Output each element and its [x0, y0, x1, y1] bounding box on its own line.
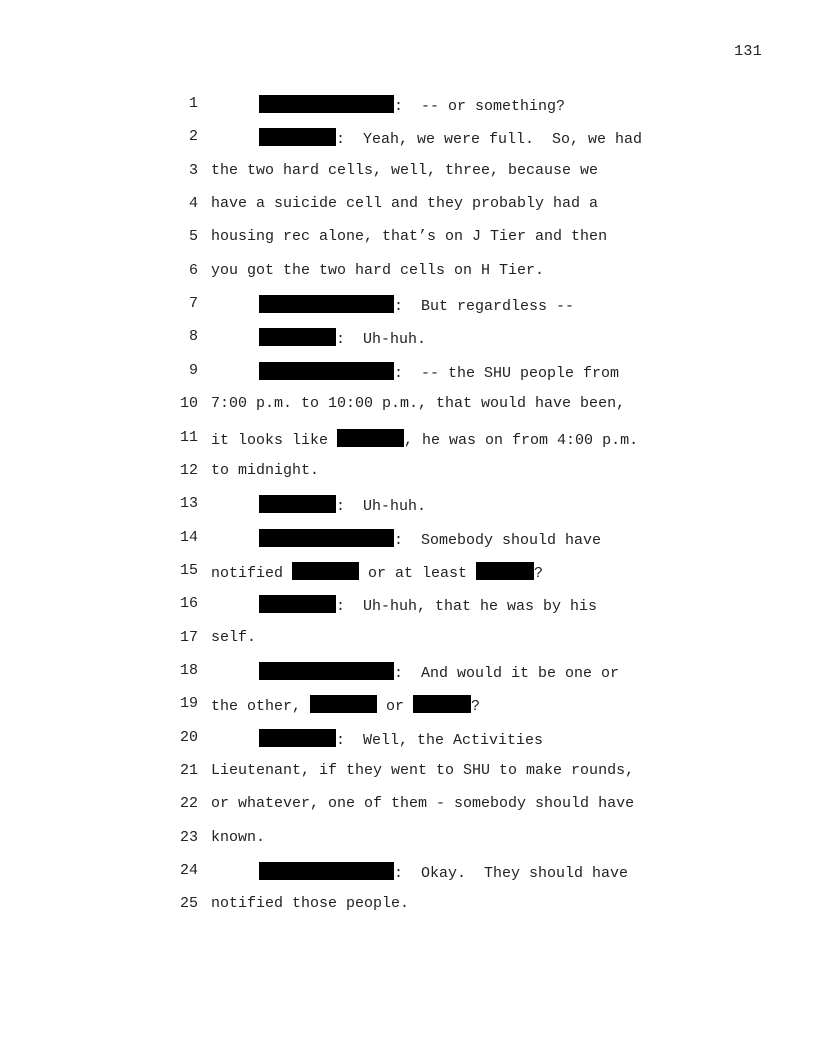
line-text [259, 662, 619, 683]
line-number: 1 [188, 95, 198, 112]
transcript-line [0, 587, 816, 620]
line-text [259, 495, 426, 516]
speech-text: : Uh-huh. [336, 498, 427, 516]
transcript-line [0, 787, 816, 820]
line-number: 11 [179, 428, 198, 446]
transcript-line [0, 721, 816, 754]
transcript-line [0, 387, 816, 420]
speech-text: , he was on from 4:00 p.m. [404, 431, 639, 449]
speech-text: : Well, the Activities [336, 731, 544, 749]
redaction-bar [310, 695, 377, 713]
speech-text: notified [211, 564, 293, 582]
transcript-line [0, 454, 816, 487]
line-number: 13 [179, 495, 198, 513]
line-text: known. [211, 828, 266, 846]
speech-text: : Somebody should have [394, 531, 602, 549]
line-number: 2 [188, 128, 198, 146]
line-text: or whatever, one of them - somebody should have [211, 795, 635, 813]
line-text: self. [211, 628, 257, 646]
transcript-line [0, 687, 816, 720]
transcript-line [0, 887, 816, 920]
line-text: the two hard cells, well, three, because we [211, 161, 599, 179]
speech-text: it looks like [211, 431, 338, 449]
speech-text: : And would it be one or [394, 664, 620, 682]
line-text [259, 729, 543, 750]
speech-text: or at least [359, 564, 477, 582]
transcript-line [0, 187, 816, 220]
line-text: 7:00 p.m. to 10:00 p.m., that would have been, [211, 395, 626, 413]
line-number: 7 [188, 295, 198, 313]
transcript-line [0, 421, 816, 454]
redaction-bar [259, 295, 394, 313]
line-text [259, 529, 601, 550]
line-number: 25 [179, 895, 198, 913]
line-text: notified those people. [211, 895, 410, 913]
transcript-line [0, 154, 816, 187]
line-number: 6 [188, 261, 198, 279]
speech-text: ? [471, 698, 481, 716]
line-text [259, 328, 426, 349]
speech-text: : Uh-huh, that he was by his [336, 598, 598, 616]
line-text [211, 429, 638, 450]
line-number: 4 [188, 195, 198, 213]
line-text [259, 595, 597, 616]
line-number: 17 [179, 628, 198, 646]
line-number: 20 [179, 728, 198, 746]
speech-text: : But regardless -- [394, 298, 575, 316]
line-number: 10 [179, 395, 198, 413]
line-number: 3 [188, 161, 198, 179]
transcript-line [0, 254, 816, 287]
redaction-bar [476, 562, 534, 580]
redaction-bar [292, 562, 359, 580]
transcript-line [0, 220, 816, 253]
line-number: 15 [179, 561, 198, 579]
redaction-bar [259, 495, 336, 513]
redaction-bar [259, 328, 336, 346]
speech-text: : -- or something? [394, 98, 566, 115]
line-text: you got the two hard cells on H Tier. [211, 261, 545, 279]
speech-text: : Uh-huh. [336, 331, 427, 349]
redaction-bar [259, 595, 336, 613]
line-text: housing rec alone, that’s on J Tier and then [211, 228, 608, 246]
line-number: 19 [179, 695, 198, 713]
line-text: have a suicide cell and they probably had a [211, 195, 599, 213]
line-text [259, 862, 628, 883]
line-number: 5 [188, 228, 198, 246]
transcript-line [0, 287, 816, 320]
line-number: 8 [188, 328, 198, 346]
transcript-line [0, 621, 816, 654]
line-text [259, 362, 619, 383]
redaction-bar [259, 128, 336, 146]
redaction-bar [259, 95, 394, 113]
redaction-bar [259, 662, 394, 680]
line-text [211, 562, 543, 583]
line-text [211, 695, 480, 716]
line-number: 16 [179, 595, 198, 613]
line-number: 14 [179, 528, 198, 546]
line-text [259, 95, 565, 116]
speech-text: : Okay. They should have [394, 865, 629, 883]
transcript-line [0, 554, 816, 587]
transcript-line [0, 821, 816, 854]
redaction-bar [337, 429, 404, 447]
line-number: 21 [179, 762, 198, 779]
line-text [259, 128, 642, 149]
line-text [259, 295, 574, 316]
line-number: 22 [179, 795, 198, 813]
speech-text: the other, [211, 698, 311, 716]
line-number: 23 [179, 828, 198, 846]
redaction-bar [259, 729, 336, 747]
redaction-bar [259, 529, 394, 547]
line-text: Lieutenant, if they went to SHU to make rounds, [211, 762, 635, 779]
speech-text: ? [534, 564, 544, 582]
speech-text: : Yeah, we were full. So, we had [336, 131, 643, 149]
transcript-line [0, 521, 816, 554]
redaction-bar [259, 362, 394, 380]
transcript-line [0, 320, 816, 353]
transcript-line [0, 654, 816, 687]
redaction-bar [259, 862, 394, 880]
transcript-line [0, 487, 816, 520]
transcript-line [0, 754, 816, 787]
line-number: 12 [179, 461, 198, 479]
page-number: 131 [734, 43, 762, 60]
redaction-bar [413, 695, 471, 713]
transcript-line [0, 854, 816, 887]
line-number: 9 [188, 361, 198, 379]
speech-text: or [377, 698, 414, 716]
transcript-line [0, 354, 816, 387]
transcript-line [0, 87, 816, 120]
line-number: 18 [179, 661, 198, 679]
transcript-line [0, 120, 816, 153]
speech-text: : -- the SHU people from [394, 364, 620, 382]
line-text: to midnight. [211, 461, 320, 479]
line-number: 24 [179, 862, 198, 880]
